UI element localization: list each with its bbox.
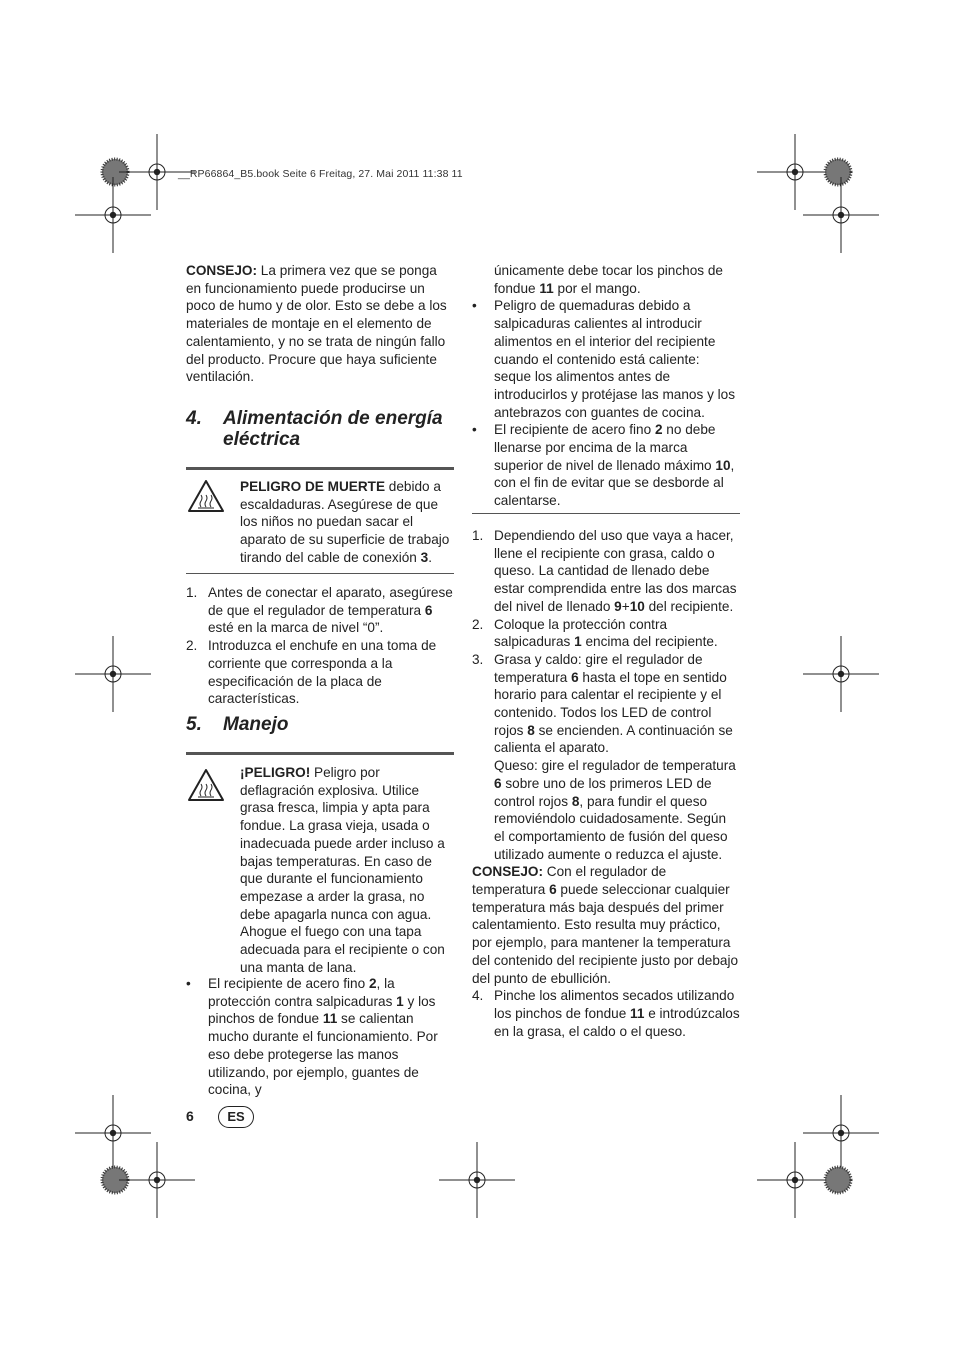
step-number: 1. bbox=[186, 585, 198, 600]
step-text: encima del recipiente. bbox=[581, 634, 718, 650]
list-item bbox=[186, 637, 454, 708]
list-item bbox=[472, 987, 740, 1040]
step-number: 4. bbox=[472, 988, 484, 1004]
tip-label: CONSEJO: bbox=[186, 263, 258, 278]
list-item bbox=[186, 975, 454, 1099]
operation-steps-list bbox=[472, 527, 740, 1040]
bullet-text: únicamente debe tocar los pinchos de fondue bbox=[494, 263, 723, 296]
bullet-mark: • bbox=[472, 422, 477, 438]
step-text: , para fundir el queso removiéndolo cuidadosamente. Según el comportamiento de fusión del queso utilizado aumente o reduzca el ajuste. bbox=[494, 793, 728, 862]
tip-2-label: CONSEJO: bbox=[472, 864, 544, 880]
section-4-title: Alimentación de energía eléctrica bbox=[223, 408, 443, 450]
step-text: Introduzca el enchufe en una toma de corriente que corresponda a la especificación de la placa de características. bbox=[208, 638, 437, 707]
warning-1-end: . bbox=[428, 549, 432, 565]
warning-box-2 bbox=[186, 764, 454, 976]
warning-1-label: PELIGRO DE MUERTE bbox=[240, 479, 386, 494]
section-5-number: 5. bbox=[186, 714, 202, 735]
bullet-text: El recipiente de acero fino bbox=[494, 422, 655, 438]
bullet-ref: 2 bbox=[368, 976, 377, 991]
tip-2-paragraph bbox=[472, 863, 740, 987]
step-number: 3. bbox=[472, 651, 484, 667]
bullet-text: se calientan mucho durante el funcionamiento. Por eso debe protegerse las manos utilizando, por ejemplo, guantes de cocina, y bbox=[208, 1011, 438, 1098]
list-item bbox=[472, 297, 740, 421]
list-item bbox=[472, 616, 740, 651]
warning-1-body: debido a escaldaduras. Asegúrese de que los niños no puedan sacar el aparato de su superficie de trabajo tirando del cable de conexión bbox=[240, 479, 450, 565]
step-ref: 8 bbox=[571, 793, 580, 809]
bullet-continuation bbox=[472, 262, 740, 297]
bullet-ref: 10 bbox=[715, 457, 731, 473]
step-number: 2. bbox=[186, 638, 198, 654]
list-item bbox=[472, 527, 740, 616]
step-text-end: esté en la marca de nivel “0”. bbox=[208, 620, 384, 636]
bullet-text: El recipiente de acero fino bbox=[208, 976, 369, 991]
right-bullet-list bbox=[472, 262, 740, 510]
bullet-ref: 11 bbox=[322, 1011, 338, 1027]
tip-text: La primera vez que se ponga en funcionamiento puede producirse un poco de humo y de olor. Esto se debe a los materiales de montaje en el elemento de calentamiento, y no se trata de ningún fallo del producto. Procure que haya suficiente ventilación. bbox=[186, 263, 447, 385]
list-item bbox=[472, 651, 740, 757]
step-text: Coloque la protección contra salpicaduras bbox=[494, 616, 668, 650]
step-number: 2. bbox=[472, 616, 484, 632]
bullet-mark: • bbox=[186, 976, 191, 991]
step-ref: 1 bbox=[574, 634, 582, 650]
warning-2-body: Peligro por deflagración explosiva. Utilice grasa fresca, limpia y apta para fondue. La grasa vieja, usada o inadecuada puede arder incluso a bajas temperaturas. En caso de que durante el funcionamiento empezase a arder la grasa, no debe apagarla nunca con agua. Ahogue el fuego con una tapa adecuada para el recipiente o con una manta de lana. bbox=[240, 765, 445, 975]
warning-1-ref: 3 bbox=[420, 549, 429, 565]
bullet-mark: • bbox=[472, 298, 477, 314]
page-number: 6 bbox=[186, 1108, 194, 1124]
step-ref: 11 bbox=[630, 1005, 645, 1021]
step-text: e introdúzcalos en la grasa, el caldo o el queso. bbox=[494, 1005, 740, 1039]
warning-bottom-rule bbox=[186, 573, 454, 574]
step-3-cheese bbox=[472, 757, 740, 863]
tip-2-text: Con el regulador de temperatura bbox=[472, 864, 667, 898]
section-5-title: Manejo bbox=[223, 714, 289, 735]
bullet-text: , la protección contra salpicaduras bbox=[208, 976, 397, 1009]
list-item bbox=[472, 421, 740, 510]
warning-2-top-rule bbox=[186, 752, 454, 755]
language-badge: ES bbox=[218, 1106, 254, 1128]
step-ref: 10 bbox=[629, 598, 645, 614]
connect-steps-list bbox=[186, 584, 454, 708]
hot-surface-warning-icon bbox=[186, 767, 226, 803]
step-text: hasta el tope en sentido horario para calentar el recipiente y el contenido. Todos los LED de control rojos bbox=[494, 669, 727, 738]
section-4-number: 4. bbox=[186, 408, 202, 429]
tip-paragraph bbox=[186, 262, 454, 386]
step-text: Pinche los alimentos secados utilizando los pinchos de fondue bbox=[494, 988, 735, 1021]
bullet-ref: 1 bbox=[396, 993, 404, 1009]
bullet-text: , con el fin de evitar que se desborde al calentarse. bbox=[494, 457, 735, 509]
step-ref: 6 bbox=[571, 669, 579, 685]
file-info-header: __RP66864_B5.book Seite 6 Freitag, 27. Mai 2011 11:38 11 bbox=[178, 168, 463, 180]
hot-surface-warning-icon bbox=[186, 478, 226, 514]
warning-top-rule bbox=[186, 467, 454, 470]
step-text: Queso: gire el regulador de temperatura bbox=[494, 758, 736, 774]
tip-2-ref: 6 bbox=[549, 882, 557, 898]
bullet-ref: 2 bbox=[654, 422, 663, 438]
bullet-text: no debe llenarse por encima de la marca superior de nivel de llenado máximo bbox=[494, 422, 716, 473]
warning-box-1 bbox=[186, 478, 454, 568]
left-bullet-list bbox=[186, 975, 454, 1099]
bullet-text: Peligro de quemaduras debido a salpicaduras calientes al introducir alimentos en el interior del recipiente cuando el contenido está caliente: seque los alimentos antes de introducirlos y protéjase las manos y los antebrazos con guantes de cocina. bbox=[494, 298, 736, 420]
step-ref: 6 bbox=[424, 602, 433, 618]
list-item bbox=[186, 584, 454, 637]
step-ref: 9 bbox=[614, 598, 622, 614]
bullet-ref: 11 bbox=[539, 280, 554, 296]
step-text: Dependiendo del uso que vaya a hacer, llene el recipiente con grasa, caldo o queso. La cantidad de llenado debe estar comprendida entre las dos marcas del nivel de llenado bbox=[494, 528, 737, 614]
section-5-heading bbox=[186, 714, 454, 738]
step-text: Grasa y caldo: gire el regulador de temperatura bbox=[494, 651, 703, 685]
right-section-rule bbox=[472, 513, 740, 514]
step-text: Antes de conectar el aparato, asegúrese de que el regulador de temperatura bbox=[208, 585, 453, 618]
bullet-text: por el mango. bbox=[553, 280, 641, 296]
step-text: + bbox=[621, 598, 630, 614]
step-ref: 6 bbox=[494, 775, 502, 791]
step-number: 1. bbox=[472, 528, 484, 543]
warning-2-label: ¡PELIGRO! bbox=[240, 765, 311, 780]
step-text: del recipiente. bbox=[644, 598, 734, 614]
tip-2-text: puede seleccionar cualquier temperatura más baja después del primer calentamiento. Esto resulta muy práctico, por ejemplo, para mantener la temperatura del contenido del recipiente justo por debajo del punto de ebullición. bbox=[472, 882, 739, 986]
bullet-text: y los pinchos de fondue bbox=[208, 993, 436, 1027]
warning-2-text bbox=[240, 764, 454, 976]
step-text: sobre uno de los primeros LED de control rojos bbox=[494, 775, 712, 809]
section-4-heading bbox=[186, 408, 454, 452]
step-ref: 8 bbox=[527, 722, 535, 738]
step-text: se encienden. A continuación se calienta el aparato. bbox=[494, 722, 733, 756]
warning-1-text bbox=[240, 478, 454, 567]
